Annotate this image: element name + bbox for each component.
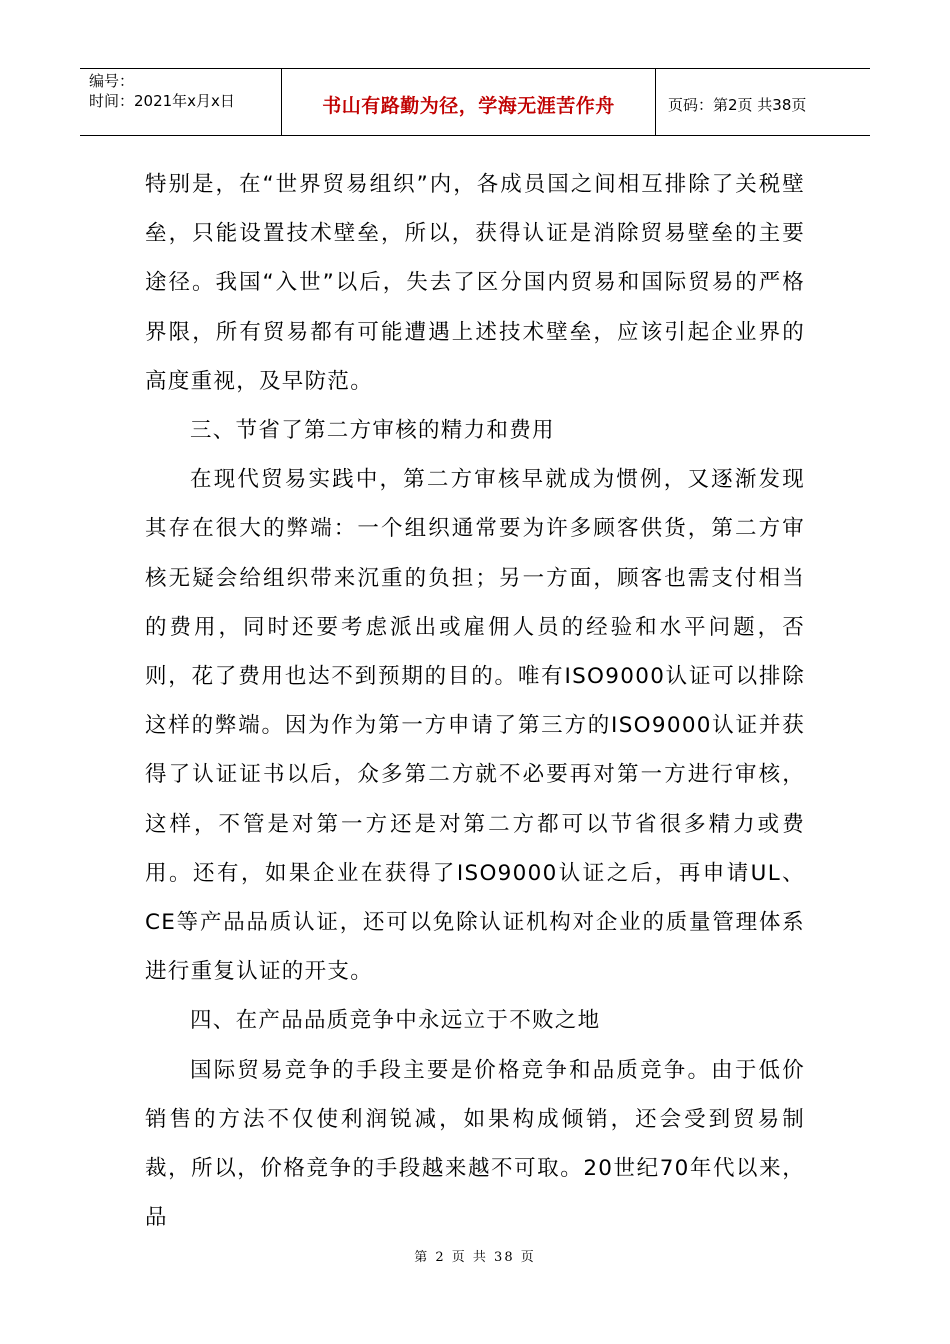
body-paragraph: 国际贸易竞争的手段主要是价格竞争和品质竞争。由于低价销售的方法不仅使利润锐减，如果构成倾销，还会受到贸易制裁，所以，价格竞争的手段越来越不可取。20世纪70年代以来，品 [145,1057,805,1231]
document-date-label: 时间：2021年x月x日 [89,92,235,110]
section-heading: 四、在产品品质竞争中永远立于不败之地 [190,1008,601,1034]
header-motto: 书山有路勤为径，学海无涯苦作舟 [322,94,615,117]
header-page-info-cell [656,69,870,135]
page-header [80,68,870,136]
section-heading: 三、节省了第二方审核的精力和费用 [190,418,555,444]
document-number-label: 编号： [89,72,135,90]
document-body [145,160,805,1242]
page-footer [0,1246,950,1265]
header-meta [80,69,282,135]
body-paragraph: 在现代贸易实践中，第二方审核早就成为惯例，又逐渐发现其存在很大的弊端：一个组织通常要为许多顾客供货，第二方审核无疑会给组织带来沉重的负担；另一方面，顾客也需支付相当的费用，同时还要考虑派出或雇佣人员的经验和水平问题，否则，花了费用也达不到预期的目的。唯有ISO9000认证可以排除这样的弊端。因为作为第一方申请了第三方的ISO9000认证并获得了认证证书以后，众多第二方就不必要再对第一方进行审核，这样，不管是对第一方还是对第二方都可以节省很多精力或费用。还有，如果企业在获得了ISO9000认证之后，再申请UL、CE等产品品质认证，还可以免除认证机构对企业的质量管理体系进行重复认证的开支。 [145,467,805,985]
body-paragraph: 特别是，在“世界贸易组织”内，各成员国之间相互排除了关税壁垒，只能设置技术壁垒，所以，获得认证是消除贸易壁垒的主要途径。我国“入世”以后，失去了区分国内贸易和国际贸易的严格界限，所有贸易都有可能遭遇上述技术壁垒，应该引起企业界的高度重视，及早防范。 [145,172,805,394]
header-motto-cell [282,69,656,135]
footer-page-number: 第 2 页 共 38 页 [414,1250,536,1265]
header-page-info: 页码：第2页 共38页 [668,95,807,114]
